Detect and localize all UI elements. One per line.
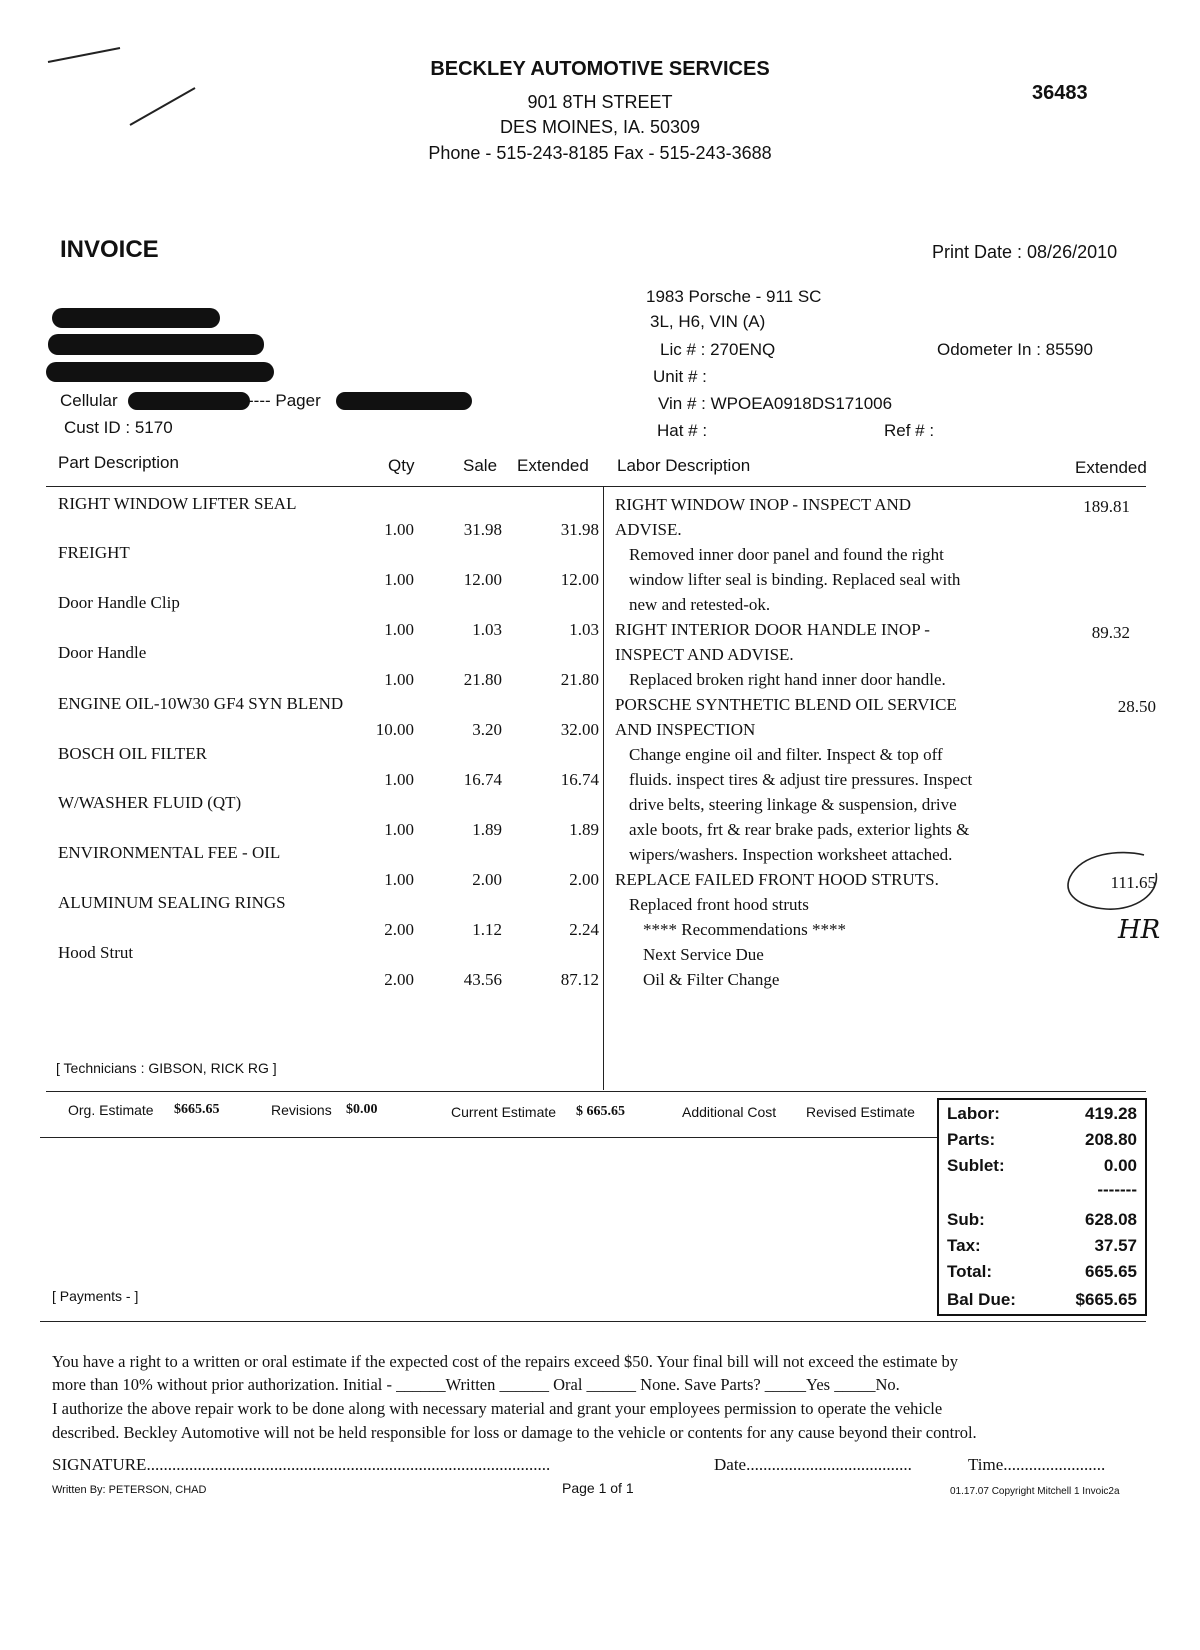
part-name: Door Handle — [58, 643, 147, 662]
redacted-name — [52, 308, 220, 328]
part-qty: 1.00 — [384, 770, 414, 789]
sub-total-label: Sub: — [947, 1210, 985, 1229]
redacted-cellular — [128, 392, 250, 410]
vehicle-hat: Hat # : — [657, 421, 708, 440]
totals-dash-rule: ------- — [1097, 1180, 1137, 1199]
page-number: Page 1 of 1 — [562, 1480, 634, 1496]
labor-line: window lifter seal is binding. Replaced seal with — [629, 570, 961, 589]
invoice-title: INVOICE — [60, 236, 159, 263]
labor-line: RIGHT INTERIOR DOOR HANDLE INOP - — [615, 620, 930, 639]
redacted-city — [46, 362, 274, 382]
labor-line: AND INSPECTION — [615, 720, 756, 739]
part-name: ENVIRONMENTAL FEE - OIL — [58, 843, 281, 862]
part-sale: 12.00 — [463, 570, 502, 589]
redacted-pager — [336, 392, 472, 410]
part-sale: 3.20 — [472, 720, 502, 739]
part-extended: 12.00 — [560, 570, 599, 589]
part-qty: 1.00 — [384, 870, 414, 889]
vehicle-license: Lic # : 270ENQ — [660, 340, 776, 359]
handwritten-initials: HR — [1118, 915, 1161, 945]
totals-box — [937, 1098, 1147, 1316]
part-sale: 1.03 — [472, 620, 502, 639]
labor-line: fluids. inspect tires & adjust tire pressures. Inspect — [629, 770, 973, 789]
company-street: 901 8TH STREET — [527, 92, 673, 112]
time-line: Time........................ — [968, 1455, 1106, 1474]
additional-cost-label: Additional Cost — [682, 1104, 777, 1120]
labor-line: Replaced broken right hand inner door handle. — [629, 670, 946, 689]
part-name: ENGINE OIL-10W30 GF4 SYN BLEND — [58, 694, 344, 713]
copyright: 01.17.07 Copyright Mitchell 1 Invoic2a — [950, 1486, 1120, 1497]
odometer-in: Odometer In : 85590 — [937, 340, 1093, 359]
part-name: Door Handle Clip — [58, 593, 180, 612]
col-extended: Extended — [517, 456, 589, 475]
part-sale: 16.74 — [463, 770, 502, 789]
company-contact: Phone - 515-243-8185 Fax - 515-243-3688 — [428, 143, 772, 163]
tax-value: 37.57 — [1094, 1236, 1137, 1255]
vehicle-ref: Ref # : — [884, 421, 935, 440]
current-estimate-value: $ 665.65 — [576, 1104, 625, 1119]
labor-line: drive belts, steering linkage & suspension, drive — [629, 795, 957, 814]
vehicle-vin: Vin # : WPOEA0918DS171006 — [658, 394, 893, 413]
sublet-total-label: Sublet: — [947, 1156, 1005, 1175]
revisions-value: $0.00 — [346, 1102, 378, 1117]
col-part-description: Part Description — [58, 453, 179, 472]
labor-line: Change engine oil and filter. Inspect & top off — [629, 745, 943, 764]
part-extended: 2.24 — [569, 920, 599, 939]
disclaimer-line: I authorize the above repair work to be done along with necessary material and grant your employees permission to operate the vehicle — [52, 1399, 943, 1418]
invoice-number: 36483 — [1032, 82, 1088, 104]
part-extended: 1.89 — [569, 820, 599, 839]
part-name: FREIGHT — [58, 543, 130, 562]
print-date: Print Date : 08/26/2010 — [932, 242, 1118, 262]
part-name: RIGHT WINDOW LIFTER SEAL — [58, 494, 297, 513]
labor-line: wipers/washers. Inspection worksheet attached. — [629, 845, 953, 864]
labor-amount: 189.81 — [1083, 497, 1130, 516]
labor-line: axle boots, frt & rear brake pads, exterior lights & — [629, 820, 970, 839]
disclaimer-line: described. Beckley Automotive will not be held responsible for loss or damage to the vehicle or contents for any cause beyond their control. — [52, 1423, 977, 1442]
part-extended: 31.98 — [560, 520, 599, 539]
estimate-top-rule — [46, 1091, 1146, 1092]
balance-due-label: Bal Due: — [947, 1290, 1016, 1309]
revised-estimate-label: Revised Estimate — [806, 1104, 915, 1120]
vehicle-unit: Unit # : — [653, 367, 707, 386]
part-qty: 2.00 — [384, 920, 414, 939]
disclaimer-line: You have a right to a written or oral estimate if the expected cost of the repairs exceed $50. Your final bill will not exceed the estimate by — [52, 1352, 959, 1371]
part-sale: 31.98 — [463, 520, 502, 539]
labor-total-label: Labor: — [947, 1104, 1000, 1123]
parts-total-value: 208.80 — [1085, 1130, 1137, 1149]
part-qty: 2.00 — [384, 970, 414, 989]
column-divider — [603, 486, 604, 1090]
part-qty: 1.00 — [384, 620, 414, 639]
estimate-bottom-rule — [40, 1137, 937, 1138]
org-estimate-label: Org. Estimate — [68, 1102, 154, 1118]
labor-line: new and retested-ok. — [629, 595, 771, 614]
part-name: Hood Strut — [58, 943, 134, 962]
part-extended: 21.80 — [560, 670, 599, 689]
part-extended: 2.00 — [569, 870, 599, 889]
labor-amount: 89.32 — [1091, 623, 1130, 642]
part-qty: 1.00 — [384, 670, 414, 689]
part-extended: 16.74 — [560, 770, 599, 789]
part-sale: 2.00 — [472, 870, 502, 889]
labor-line: INSPECT AND ADVISE. — [615, 645, 794, 664]
part-qty: 1.00 — [384, 520, 414, 539]
part-name: BOSCH OIL FILTER — [58, 744, 207, 763]
part-sale: 21.80 — [463, 670, 502, 689]
part-extended: 32.00 — [560, 720, 599, 739]
part-qty: 1.00 — [384, 820, 414, 839]
pager-label: ---- Pager — [248, 391, 321, 410]
part-qty: 10.00 — [375, 720, 414, 739]
table-header-rule — [46, 486, 1146, 487]
revisions-label: Revisions — [271, 1102, 332, 1118]
labor-amount: 28.50 — [1117, 697, 1156, 716]
current-estimate-label: Current Estimate — [451, 1104, 557, 1120]
vehicle-model: 1983 Porsche - 911 SC — [646, 287, 822, 306]
labor-line: **** Recommendations **** — [643, 920, 847, 939]
parts-total-label: Parts: — [947, 1130, 996, 1149]
labor-line: REPLACE FAILED FRONT HOOD STRUTS. — [615, 870, 939, 889]
labor-total-value: 419.28 — [1085, 1104, 1137, 1123]
customer-id: Cust ID : 5170 — [64, 418, 173, 437]
company-name: BECKLEY AUTOMOTIVE SERVICES — [430, 58, 770, 80]
part-extended: 1.03 — [569, 620, 599, 639]
sublet-total-value: 0.00 — [1103, 1156, 1137, 1175]
signature-line: SIGNATURE............................................................................................... — [52, 1455, 551, 1474]
tax-label: Tax: — [947, 1236, 981, 1255]
date-line: Date....................................... — [714, 1455, 912, 1474]
labor-line: PORSCHE SYNTHETIC BLEND OIL SERVICE — [615, 695, 957, 714]
part-qty: 1.00 — [384, 570, 414, 589]
part-sale: 43.56 — [463, 970, 502, 989]
sub-total-value: 628.08 — [1085, 1210, 1137, 1229]
labor-line: Removed inner door panel and found the right — [629, 545, 944, 564]
part-sale: 1.12 — [472, 920, 502, 939]
labor-line: Oil & Filter Change — [643, 970, 780, 989]
labor-line: RIGHT WINDOW INOP - INSPECT AND — [615, 495, 912, 514]
org-estimate-value: $665.65 — [174, 1102, 220, 1117]
col-qty: Qty — [388, 456, 415, 475]
part-extended: 87.12 — [560, 970, 599, 989]
payments: [ Payments - ] — [52, 1288, 139, 1304]
technicians: [ Technicians : GIBSON, RICK RG ] — [56, 1060, 277, 1076]
part-name: W/WASHER FLUID (QT) — [58, 793, 242, 812]
disclaimer-line: more than 10% without prior authorization. Initial - ______Written ______ Oral ______ None. Save Parts? _____Yes _____No. — [52, 1375, 900, 1394]
labor-amount-circled: 111.65 — [1110, 873, 1156, 892]
col-sale: Sale — [463, 456, 498, 475]
grand-total-label: Total: — [947, 1262, 993, 1281]
vehicle-engine: 3L, H6, VIN (A) — [650, 312, 766, 331]
balance-due-value: $665.65 — [1075, 1290, 1137, 1309]
labor-line: Next Service Due — [643, 945, 764, 964]
written-by: Written By: PETERSON, CHAD — [52, 1484, 207, 1496]
company-city: DES MOINES, IA. 50309 — [499, 117, 701, 137]
labor-line: ADVISE. — [615, 520, 682, 539]
cellular-label: Cellular — [60, 391, 118, 410]
redacted-address — [48, 334, 264, 355]
col-labor-extended: Extended — [1075, 458, 1147, 477]
part-name: ALUMINUM SEALING RINGS — [58, 893, 286, 912]
labor-line: Replaced front hood struts — [629, 895, 809, 914]
footer-top-rule — [40, 1321, 1146, 1322]
grand-total-value: 665.65 — [1085, 1262, 1137, 1281]
col-labor-description: Labor Description — [617, 456, 751, 475]
part-sale: 1.89 — [472, 820, 502, 839]
